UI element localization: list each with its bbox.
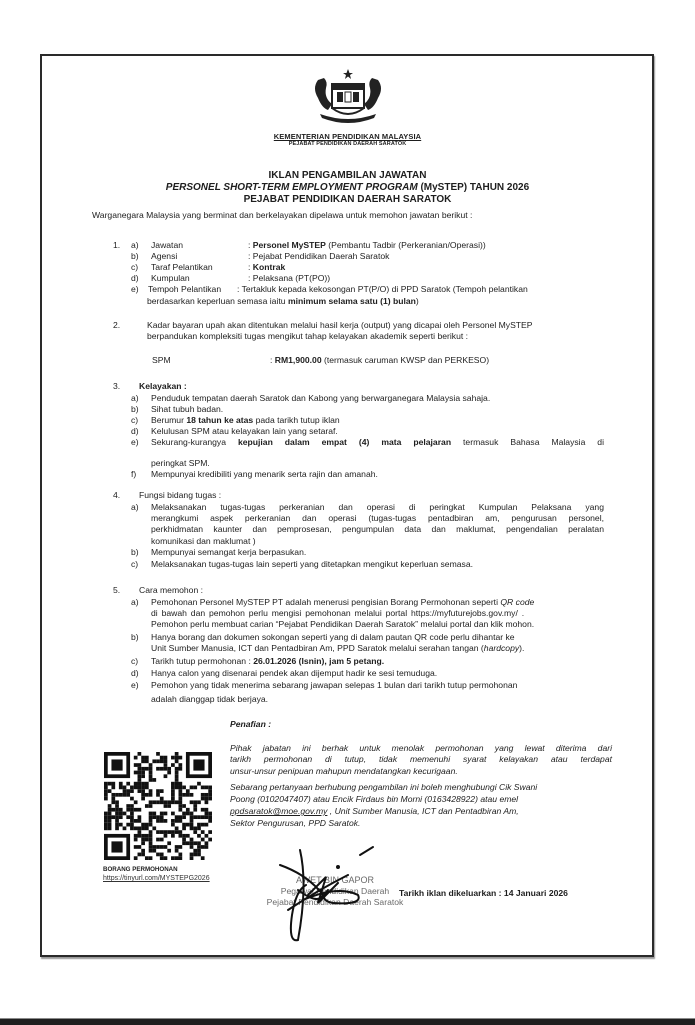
section-3-number: 3. [113,381,121,391]
disclaimer-line: tarikh permohonan di tutup, tidak memenuhi syarat kelayakan atau terdapat [230,754,612,765]
contact-line-4: Sektor Pengurusan, PPD Saratok. [230,818,361,828]
salary-value: : RM1,900.00 (termasuk caruman KWSP dan PERKESO) [270,355,490,365]
section-4-c-text: Melaksanakan tugas-tugas lain seperti yang ditetapkan mengikut keperluan semasa. [151,559,473,569]
section-4-a-text [151,502,604,547]
section-3-e-continuation: peringkat SPM. [151,458,210,468]
contact-line-3: ppdsaratok@moe.gov.my , Unit Sumber Manusia, ICT dan Pentadbiran Am, [230,806,519,816]
section-3-item-text: Penduduk tempatan daerah Saratok dan Kabong yang berwarganegara Malaysia sahaja. [151,393,491,403]
document-title [0,170,695,206]
section-5-b-line-2: Unit Sumber Manusia, ICT dan Pentadbiran Am, PPD Saratok melalui serahan tangan (hardcopy). [151,643,525,653]
section-5-b-letter: b) [131,632,139,642]
salary-qualification: SPM [152,355,171,365]
section-1-item-label: Kumpulan [151,273,190,283]
section-3-item-text: Sekurang-kurangya kepujian dalam empat (4) mata pelajaran termasuk Bahasa Malaysia di [151,437,605,447]
section-1-item-letter: e) [131,284,139,294]
section-4-a-line: merangkumi aspek perkeranian dan operasi (tugas-tugas pentadbiran am, pengurusan personel, [151,513,604,524]
section-4-heading: Fungsi bidang tugas : [139,490,222,500]
disclaimer-line: Pihak jabatan ini berhak untuk menolak permohonan yang lewat diterima dari [230,743,612,753]
section-2-line-2: berpandukan kompleksiti tugas mengikut tahap kelayakan akademik seperti berikut : [147,331,469,341]
section-1-item-letter: a) [131,240,139,250]
section-1-number: 1. [113,240,121,250]
section-3-item-text: Kelulusan SPM atau kelayakan lain yang setaraf. [151,426,338,436]
section-4-a-letter: a) [131,502,139,512]
section-5-b-line-1: Hanya borang dan dokumen sokongan seperti yang di dalam pautan QR code perlu dihantar ke [151,632,515,642]
qr-link[interactable]: https://tinyurl.com/MYSTEPG2026 [103,875,210,882]
section-1-item-letter: d) [131,273,139,283]
section-3-item-letter: d) [131,426,139,436]
section-1-item-label: Agensi [151,251,178,261]
coat-of-arms-icon [310,68,386,128]
section-1-item-label: Tempoh Pelantikan [148,284,222,294]
qr-code-icon[interactable] [104,752,212,860]
section-1-item-letter: c) [131,262,139,272]
disclaimer-heading: Penafian : [230,719,272,729]
title-line-1: IKLAN PENGAMBILAN JAWATAN [268,170,427,181]
section-4-a-line: Melaksanakan tugas-tugas perkeranian dan operasi di peringkat Kumpulan Pelaksana yang [151,502,604,512]
section-1-item-value: : Kontrak [248,262,286,272]
title-line-2: PERSONEL SHORT-TERM EMPLOYMENT PROGRAM (MySTEP) TAHUN 2026 [165,182,530,193]
section-5-heading: Cara memohon : [139,585,204,595]
signatory-title: Pegawai Pendidikan Daerah [280,886,390,896]
contact-line-2: Poong (0102047407) atau Encik Firdaus bin Morni (0163428922) atau emel [230,794,519,804]
section-4-b-text: Mempunyai semangat kerja berpasukan. [151,547,307,557]
section-4-a-line: perkhidmatan kaunter dan pemprosesan, pengumpulan data dan maklumat, pengendalian peralatan [151,524,604,535]
closing-date: Tarikh tutup permohonan : 26.01.2026 (Isnin), jam 5 petang. [151,656,385,666]
section-1-item-value: : Pelaksana (PT(PO)) [248,273,331,283]
disclaimer-text [230,743,612,777]
section-1-e-continuation: berdasarkan keperluan semasa iaitu minimum selama satu (1) bulan) [147,296,419,306]
contact-line-1: Sebarang pertanyaan berhubung pengambilan ini boleh menghubungi Cik Swani [230,782,538,792]
section-5-a-letter: a) [131,597,139,607]
intro-text: Warganegara Malaysia yang berminat dan berkelayakan dipelawa untuk memohon jawatan berikut : [92,210,473,220]
section-1-item-label: Jawatan [151,240,184,250]
section-1-item-label: Taraf Pelantikan [151,262,213,272]
section-1-item-value: : Pejabat Pendidikan Daerah Saratok [248,251,390,261]
office-name: PEJABAT PENDIDIKAN DAERAH SARATOK [288,141,407,147]
section-5-a-line-1: Pemohonan Personel MySTEP PT adalah menerusi pengisian Borang Permohonan seperti QR code [151,597,535,607]
section-3-item-letter: a) [131,393,139,403]
disclaimer-line: unsur-unsur penipuan mahupun mendatangkan kecurigaan. [230,765,458,776]
section-1-item-letter: b) [131,251,139,261]
section-4-c-letter: c) [131,559,139,569]
section-5-a-line-3: Pemohon perlu membuat carian “Pejabat Pendidikan Daerah Saratok” melalui portal dan klik mohon. [151,619,535,629]
section-4-a-line: komunikasi dan maklumat ) [151,535,256,546]
section-3-heading: Kelayakan : [139,381,187,391]
section-2-line-1: Kadar bayaran upah akan ditentukan melalui hasil kerja (output) yang dicapai oleh Personel MySTEP [147,320,533,330]
ministry-name: KEMENTERIAN PENDIDIKAN MALAYSIA [273,132,422,141]
signatory-office: Pejabat Pendidikan Daerah Saratok [266,897,404,907]
section-4-b-letter: b) [131,547,139,557]
handwritten-signature [278,845,388,945]
section-3-item-letter: e) [131,437,139,447]
section-5-e-letter: e) [131,680,139,690]
section-5-c-letter: c) [131,656,139,666]
issue-date: Tarikh iklan dikeluarkan : 14 Januari 2026 [399,888,568,898]
section-5-e-line-1: Pemohon yang tidak menerima sebarang jawapan selepas 1 bulan dari tarikh tutup permohonan [151,680,518,690]
section-3-item-letter: f) [131,469,137,479]
signatory-name: AWET BIN GAPOR [295,875,374,885]
title-line-3: PEJABAT PENDIDIKAN DAERAH SARATOK [243,194,452,205]
section-5-a-line-2: di bawah dan pemohon perlu mengisi pemohonan melalui portal https://myfuturejobs.gov.my/ . [151,608,525,618]
section-1-item-value: : Personel MySTEP (Pembantu Tadbir (Perkeranian/Operasi)) [248,240,486,250]
contact-email-link[interactable]: ppdsaratok@moe.gov.my [230,806,328,816]
section-3-item-text: Sihat tubuh badan. [151,404,224,414]
section-5-number: 5. [113,585,121,595]
section-3-item-text: Mempunyai kredibiliti yang menarik serta rajin dan amanah. [151,469,378,479]
section-3-item-letter: c) [131,415,139,425]
section-5-e-line-2: adalah dianggap tidak berjaya. [151,694,269,704]
section-3-item-text: Berumur 18 tahun ke atas pada tarikh tutup iklan [151,415,340,425]
section-3-item-letter: b) [131,404,139,414]
section-4-number: 4. [113,490,121,500]
section-1-item-value: : Tertakluk kepada kekosongan PT(P/O) di PPD Saratok (Tempoh pelantikan [237,284,528,294]
section-5-d-letter: d) [131,668,139,678]
qr-label: BORANG PERMOHONAN [103,866,178,873]
section-5-d-text: Hanya calon yang disenarai pendek akan dijemput hadir ke sesi temuduga. [151,668,438,678]
section-2-number: 2. [113,320,121,330]
